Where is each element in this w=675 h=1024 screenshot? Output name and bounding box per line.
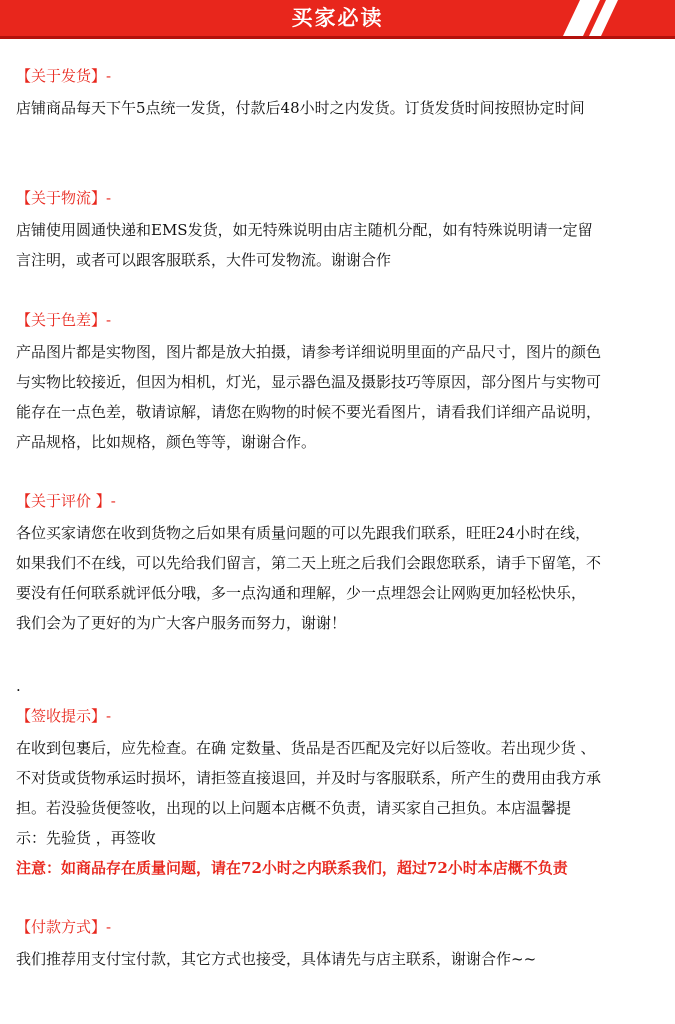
text-line: 在收到包裹后，应先检查。在确 定数量、货品是否匹配及完好以后签收。若出现少货 、 (16, 739, 596, 757)
section-body-review (16, 518, 666, 638)
section-title-color-difference: 【关于色差】- (16, 311, 112, 329)
text-line: 我们会为了更好的为广大客户服务而努力，谢谢！ (16, 614, 347, 632)
section-color-difference (16, 310, 666, 457)
header-banner (0, 0, 675, 40)
section-review (16, 491, 666, 638)
text-line: 产品图片都是实物图，图片都是放大拍摄，请参考详细说明里面的产品尺寸，图片的颜色 (16, 343, 602, 361)
section-body-logistics (16, 215, 666, 275)
text-line: 言注明，或者可以跟客服联系，大件可发物流。谢谢合作 (16, 251, 392, 269)
section-logistics (16, 188, 666, 275)
text-line: 不对货或货物承运时损坏，请拒签直接退回，并及时与客服联系，所产生的费用由我方承 (16, 769, 602, 787)
text-line: 要没有任何联系就评低分哦，多一点沟通和理解，少一点埋怨会让网购更加轻松快乐， (16, 584, 587, 602)
section-body-shipping (16, 93, 666, 123)
quality-notice: 注意：如商品存在质量问题，请在72小时之内联系我们，超过72小时本店概不负责 (16, 859, 568, 877)
section-shipping (16, 66, 666, 123)
text-line: 担。若没验货便签收，出现的以上问题本店概不负责，请买家自己担负。本店温馨提 (16, 799, 572, 817)
section-receipt (16, 706, 666, 883)
text-line: 示：先验货 ，再签收 (16, 829, 156, 847)
text-line: 与实物比较接近，但因为相机，灯光，显示器色温及摄影技巧等原因，部分图片与实物可 (16, 373, 602, 391)
page-title: 买家必读 (291, 5, 384, 30)
text-line: 各位买家请您在收到货物之后如果有质量问题的可以先跟我们联系，旺旺24小时在线， (16, 524, 591, 542)
text-line: 如果我们不在线，可以先给我们留言，第二天上班之后我们会跟您联系，请手下留笔，不 (16, 554, 602, 572)
text-line: 店铺使用圆通快递和EMS发货，如无特殊说明由店主随机分配，如有特殊说明请一定留 (16, 221, 593, 239)
text-line: 产品规格，比如规格，颜色等等，谢谢合作。 (16, 433, 317, 451)
section-body-payment (16, 944, 666, 974)
section-title-receipt: 【签收提示】- (16, 707, 112, 725)
section-title-logistics: 【关于物流】- (16, 189, 112, 207)
text-line: 我们推荐用支付宝付款，其它方式也接受，具体请先与店主联系，谢谢合作~~ (16, 950, 537, 968)
text-line: 能存在一点色差，敬请谅解，请您在购物的时候不要光看图片，请看我们详细产品说明， (16, 403, 602, 421)
section-body-receipt (16, 733, 666, 883)
section-title-payment: 【付款方式】- (16, 918, 112, 936)
text-line: 店铺商品每天下午5点统一发货，付款后48小时之内发货。订货发货时间按照协定时间 (16, 99, 585, 117)
section-payment (16, 917, 666, 974)
section-title-shipping: 【关于发货】- (16, 67, 112, 85)
stray-dot: . (16, 677, 21, 695)
section-title-review: 【关于评价 】- (16, 492, 116, 510)
section-body-color-difference (16, 337, 666, 457)
